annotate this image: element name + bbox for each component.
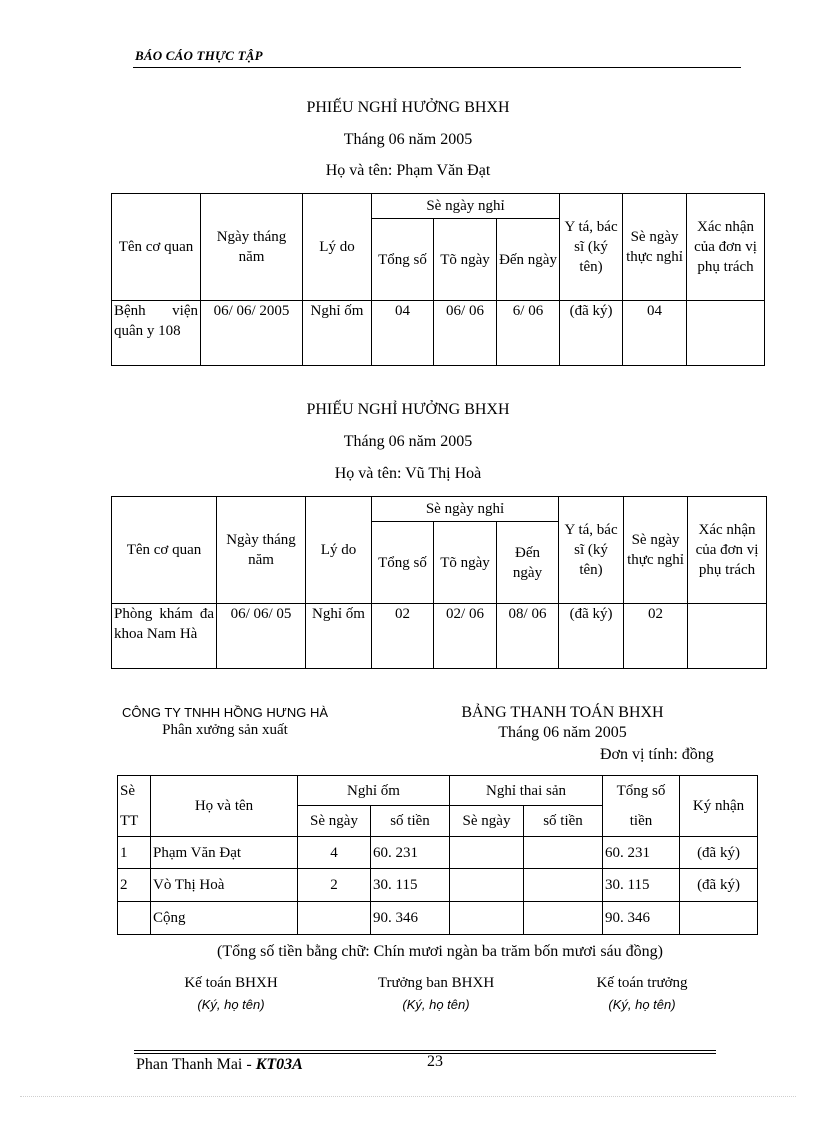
form2-cell-total: 02 bbox=[372, 604, 434, 669]
workshop-name: Phân xưởng sản xuất bbox=[162, 722, 288, 738]
payment-header-sick-amount: số tiền bbox=[371, 806, 450, 837]
form2-header-actual: Sè ngày thực nghỉ bbox=[624, 497, 688, 604]
form1-header-reason: Lý do bbox=[303, 194, 372, 301]
payment-cell-mat-amount bbox=[524, 837, 603, 869]
report-header: BÁO CÁO THỰC TẬP bbox=[135, 48, 263, 63]
form1-table bbox=[111, 193, 765, 366]
form2-header-days-off: Sè ngày nghỉ bbox=[372, 497, 559, 522]
form2-cell-date: 06/ 06/ 05 bbox=[217, 604, 306, 669]
form1-header-agency: Tên cơ quan bbox=[112, 194, 201, 301]
payment-header-total-bottom: tiền bbox=[603, 806, 680, 837]
footer-author-name: Phan Thanh Mai - bbox=[136, 1056, 256, 1073]
form1-cell-date: 06/ 06/ 2005 bbox=[201, 301, 303, 366]
payment-month: Tháng 06 năm 2005 bbox=[498, 724, 627, 741]
payment-table bbox=[117, 775, 758, 935]
form1-cell-total: 04 bbox=[372, 301, 434, 366]
form1-header-confirm: Xác nhận của đơn vị phụ trách bbox=[687, 194, 765, 301]
payment-cell-sign bbox=[680, 902, 758, 935]
payment-cell-mat-days bbox=[450, 837, 524, 869]
company-name: CÔNG TY TNHH HỒNG HƯNG HÀ bbox=[121, 705, 329, 720]
form1-header-actual: Sè ngày thực nghỉ bbox=[623, 194, 687, 301]
form1-cell-from: 06/ 06 bbox=[434, 301, 497, 366]
payment-cell-sign: (đã ký) bbox=[680, 869, 758, 902]
payment-header-stt-bottom: TT bbox=[118, 806, 151, 837]
form1-header-date: Ngày tháng năm bbox=[201, 194, 303, 301]
form2-header-confirm: Xác nhận của đơn vị phụ trách bbox=[688, 497, 767, 604]
form1-month: Tháng 06 năm 2005 bbox=[343, 131, 473, 148]
payment-cell-sick-amount: 90. 346 bbox=[371, 902, 450, 935]
payment-header-sick: Nghỉ ốm bbox=[298, 776, 450, 806]
form1-header-doctor: Y tá, bác sĩ (ký tên) bbox=[560, 194, 623, 301]
payment-header-sick-days: Sè ngày bbox=[298, 806, 371, 837]
payment-cell-total: 30. 115 bbox=[603, 869, 680, 902]
payment-header-mat-amount: số tiền bbox=[524, 806, 603, 837]
signature-role-head-bhxh: Trưởng ban BHXH bbox=[377, 975, 495, 991]
header-divider bbox=[133, 67, 741, 68]
payment-cell-sick-amount: 60. 231 bbox=[371, 837, 450, 869]
signature-note-chief-accountant: (Ký, họ tên) bbox=[608, 997, 676, 1012]
payment-cell-name: Phạm Văn Đạt bbox=[151, 837, 298, 869]
payment-cell-sick-days bbox=[298, 902, 371, 935]
table-row bbox=[112, 604, 767, 669]
payment-cell-mat-days bbox=[450, 869, 524, 902]
form2-table bbox=[111, 496, 767, 669]
signature-role-accountant-bhxh: Kế toán BHXH bbox=[184, 975, 278, 991]
payment-header-sign: Ký nhận bbox=[680, 776, 758, 837]
form2-month: Tháng 06 năm 2005 bbox=[343, 433, 473, 450]
payment-header-total-top: Tổng số bbox=[603, 776, 680, 806]
form2-employee-name: Họ và tên: Vũ Thị Hoà bbox=[334, 465, 482, 482]
payment-unit: Đơn vị tính: đồng bbox=[600, 746, 714, 763]
payment-cell-stt bbox=[118, 902, 151, 935]
form2-header-doctor: Y tá, bác sĩ (ký tên) bbox=[559, 497, 624, 604]
table-row bbox=[112, 301, 765, 366]
form2-header-to: Đến ngày bbox=[497, 522, 559, 604]
form2-header-total: Tổng số bbox=[372, 522, 434, 604]
payment-cell-total: 90. 346 bbox=[603, 902, 680, 935]
amount-in-words: (Tổng số tiền bằng chữ: Chín mươi ngàn ba trăm bốn mươi sáu đồng) bbox=[217, 943, 663, 960]
payment-header-mat-days: Sè ngày bbox=[450, 806, 524, 837]
payment-cell-sick-amount: 30. 115 bbox=[371, 869, 450, 902]
form1-cell-reason: Nghỉ ốm bbox=[303, 301, 372, 366]
footer-divider-top bbox=[134, 1050, 716, 1051]
form2-title: PHIẾU NGHỈ HƯỞNG BHXH bbox=[306, 401, 510, 418]
form2-cell-reason: Nghỉ ốm bbox=[306, 604, 372, 669]
form2-cell-confirm bbox=[688, 604, 767, 669]
payment-header-maternity: Nghỉ thai sản bbox=[450, 776, 603, 806]
footer-author bbox=[136, 1056, 303, 1074]
payment-cell-stt: 2 bbox=[118, 869, 151, 902]
signature-note-accountant-bhxh: (Ký, họ tên) bbox=[197, 997, 265, 1012]
payment-cell-sick-days: 2 bbox=[298, 869, 371, 902]
payment-cell-total: 60. 231 bbox=[603, 837, 680, 869]
form2-header-from: Tõ ngày bbox=[434, 522, 497, 604]
footer-divider-bottom bbox=[134, 1053, 716, 1054]
form2-cell-from: 02/ 06 bbox=[434, 604, 497, 669]
form2-cell-actual: 02 bbox=[624, 604, 688, 669]
signature-note-head-bhxh: (Ký, họ tên) bbox=[402, 997, 470, 1012]
page-number: 23 bbox=[427, 1053, 443, 1070]
form1-header-from: Tõ ngày bbox=[434, 219, 497, 301]
form1-header-days-off: Sè ngày nghỉ bbox=[372, 194, 560, 219]
form1-cell-confirm bbox=[687, 301, 765, 366]
payment-cell-sick-days: 4 bbox=[298, 837, 371, 869]
payment-cell-mat-amount bbox=[524, 869, 603, 902]
payment-cell-name: Vò Thị Hoà bbox=[151, 869, 298, 902]
form1-cell-to: 6/ 06 bbox=[497, 301, 560, 366]
payment-cell-mat-days bbox=[450, 902, 524, 935]
form2-cell-doctor: (đã ký) bbox=[559, 604, 624, 669]
payment-cell-name: Cộng bbox=[151, 902, 298, 935]
payment-header-stt-top: Sè bbox=[118, 776, 151, 806]
form2-header-date: Ngày tháng năm bbox=[217, 497, 306, 604]
form1-cell-doctor: (đã ký) bbox=[560, 301, 623, 366]
form2-header-reason: Lý do bbox=[306, 497, 372, 604]
form1-cell-actual: 04 bbox=[623, 301, 687, 366]
form2-cell-agency: Phòng khám đa khoa Nam Hà bbox=[112, 604, 217, 669]
form1-header-total: Tổng số bbox=[372, 219, 434, 301]
signature-role-chief-accountant: Kế toán trưởng bbox=[596, 975, 688, 991]
payment-cell-mat-amount bbox=[524, 902, 603, 935]
form1-employee-name: Họ và tên: Phạm Văn Đạt bbox=[325, 162, 491, 179]
payment-title: BẢNG THANH TOÁN BHXH bbox=[461, 704, 664, 721]
form2-cell-to: 08/ 06 bbox=[497, 604, 559, 669]
table-row bbox=[118, 837, 758, 869]
table-row bbox=[118, 869, 758, 902]
form1-title: PHIẾU NGHỈ HƯỞNG BHXH bbox=[306, 99, 510, 116]
form1-cell-agency: Bệnh viện quân y 108 bbox=[112, 301, 201, 366]
payment-header-name: Họ và tên bbox=[151, 776, 298, 837]
table-row bbox=[118, 902, 758, 935]
payment-cell-stt: 1 bbox=[118, 837, 151, 869]
page-edge-dotted-line bbox=[20, 1096, 796, 1097]
payment-cell-sign: (đã ký) bbox=[680, 837, 758, 869]
footer-class-code: KT03A bbox=[255, 1056, 303, 1073]
form1-header-to: Đến ngày bbox=[497, 219, 560, 301]
form2-header-agency: Tên cơ quan bbox=[112, 497, 217, 604]
